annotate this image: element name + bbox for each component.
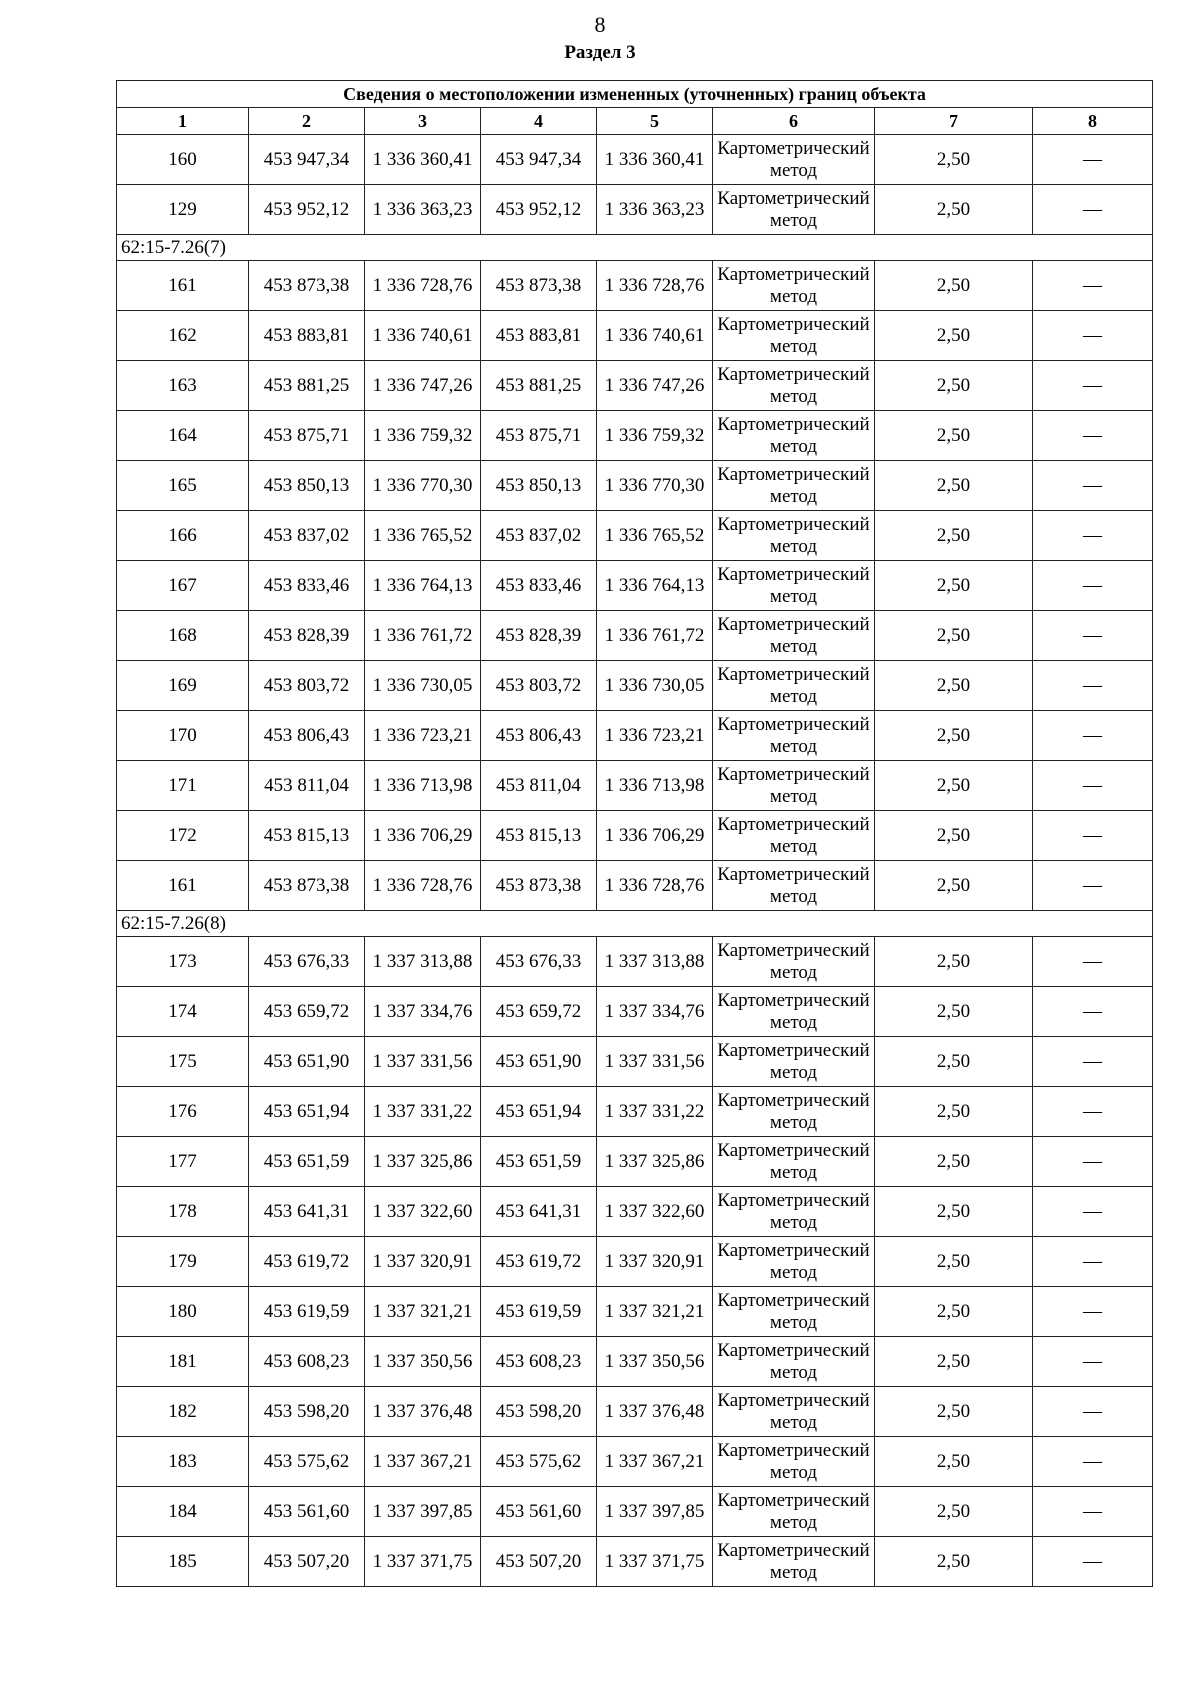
method-cell: Картометрический метод xyxy=(713,561,875,611)
cadastral-group-label: 62:15-7.26(7) xyxy=(117,235,1153,261)
table-row xyxy=(117,611,1153,661)
x-new-cell: 453 833,46 xyxy=(481,561,597,611)
empty-cell: — xyxy=(1033,511,1153,561)
method-cell: Картометрический метод xyxy=(713,661,875,711)
y-new-cell: 1 336 761,72 xyxy=(597,611,713,661)
x-old-cell: 453 828,39 xyxy=(249,611,365,661)
x-old-cell: 453 850,13 xyxy=(249,461,365,511)
y-new-cell: 1 337 313,88 xyxy=(597,937,713,987)
y-new-cell: 1 336 759,32 xyxy=(597,411,713,461)
y-new-cell: 1 337 350,56 xyxy=(597,1337,713,1387)
point-number: 175 xyxy=(117,1037,249,1087)
point-number: 174 xyxy=(117,987,249,1037)
x-new-cell: 453 641,31 xyxy=(481,1187,597,1237)
column-header: 2 xyxy=(249,108,365,135)
y-new-cell: 1 336 723,21 xyxy=(597,711,713,761)
method-cell: Картометрический метод xyxy=(713,1287,875,1337)
accuracy-cell: 2,50 xyxy=(875,1137,1033,1187)
y-old-cell: 1 336 761,72 xyxy=(365,611,481,661)
y-old-cell: 1 337 313,88 xyxy=(365,937,481,987)
x-new-cell: 453 828,39 xyxy=(481,611,597,661)
point-number: 176 xyxy=(117,1087,249,1137)
x-new-cell: 453 676,33 xyxy=(481,937,597,987)
y-new-cell: 1 336 770,30 xyxy=(597,461,713,511)
empty-cell: — xyxy=(1033,185,1153,235)
accuracy-cell: 2,50 xyxy=(875,311,1033,361)
point-number: 171 xyxy=(117,761,249,811)
x-old-cell: 453 651,59 xyxy=(249,1137,365,1187)
x-old-cell: 453 598,20 xyxy=(249,1387,365,1437)
point-number: 162 xyxy=(117,311,249,361)
point-number: 172 xyxy=(117,811,249,861)
x-old-cell: 453 881,25 xyxy=(249,361,365,411)
y-new-cell: 1 337 397,85 xyxy=(597,1487,713,1537)
table-row xyxy=(117,135,1153,185)
table-body xyxy=(117,135,1153,1587)
table-row xyxy=(117,1287,1153,1337)
empty-cell: — xyxy=(1033,861,1153,911)
x-old-cell: 453 651,90 xyxy=(249,1037,365,1087)
method-cell: Картометрический метод xyxy=(713,311,875,361)
point-number: 184 xyxy=(117,1487,249,1537)
empty-cell: — xyxy=(1033,461,1153,511)
y-old-cell: 1 337 331,22 xyxy=(365,1087,481,1137)
method-cell: Картометрический метод xyxy=(713,361,875,411)
y-new-cell: 1 337 331,22 xyxy=(597,1087,713,1137)
empty-cell: — xyxy=(1033,311,1153,361)
table-row xyxy=(117,1537,1153,1587)
x-old-cell: 453 815,13 xyxy=(249,811,365,861)
x-new-cell: 453 619,59 xyxy=(481,1287,597,1337)
method-cell: Картометрический метод xyxy=(713,1087,875,1137)
x-new-cell: 453 873,38 xyxy=(481,861,597,911)
x-old-cell: 453 883,81 xyxy=(249,311,365,361)
point-number: 185 xyxy=(117,1537,249,1587)
empty-cell: — xyxy=(1033,361,1153,411)
accuracy-cell: 2,50 xyxy=(875,861,1033,911)
method-cell: Картометрический метод xyxy=(713,511,875,561)
x-old-cell: 453 561,60 xyxy=(249,1487,365,1537)
point-number: 178 xyxy=(117,1187,249,1237)
point-number: 165 xyxy=(117,461,249,511)
x-old-cell: 453 651,94 xyxy=(249,1087,365,1137)
method-cell: Картометрический метод xyxy=(713,861,875,911)
x-old-cell: 453 619,72 xyxy=(249,1237,365,1287)
x-new-cell: 453 575,62 xyxy=(481,1437,597,1487)
empty-cell: — xyxy=(1033,1487,1153,1537)
point-number: 179 xyxy=(117,1237,249,1287)
empty-cell: — xyxy=(1033,1387,1153,1437)
y-new-cell: 1 337 321,21 xyxy=(597,1287,713,1337)
table-row xyxy=(117,361,1153,411)
method-cell: Картометрический метод xyxy=(713,411,875,461)
method-cell: Картометрический метод xyxy=(713,185,875,235)
y-new-cell: 1 337 367,21 xyxy=(597,1437,713,1487)
accuracy-cell: 2,50 xyxy=(875,661,1033,711)
table-caption: Сведения о местоположении измененных (уточненных) границ объекта xyxy=(117,81,1153,108)
y-new-cell: 1 336 360,41 xyxy=(597,135,713,185)
table-row xyxy=(117,311,1153,361)
empty-cell: — xyxy=(1033,1287,1153,1337)
y-old-cell: 1 337 320,91 xyxy=(365,1237,481,1287)
table-row xyxy=(117,561,1153,611)
accuracy-cell: 2,50 xyxy=(875,1437,1033,1487)
x-new-cell: 453 881,25 xyxy=(481,361,597,411)
y-old-cell: 1 336 759,32 xyxy=(365,411,481,461)
column-header: 8 xyxy=(1033,108,1153,135)
y-old-cell: 1 336 747,26 xyxy=(365,361,481,411)
table-row xyxy=(117,811,1153,861)
column-header: 4 xyxy=(481,108,597,135)
empty-cell: — xyxy=(1033,135,1153,185)
empty-cell: — xyxy=(1033,1337,1153,1387)
empty-cell: — xyxy=(1033,811,1153,861)
accuracy-cell: 2,50 xyxy=(875,1487,1033,1537)
y-new-cell: 1 337 320,91 xyxy=(597,1237,713,1287)
point-number: 177 xyxy=(117,1137,249,1187)
table-row xyxy=(117,1337,1153,1387)
table-row xyxy=(117,185,1153,235)
y-new-cell: 1 337 322,60 xyxy=(597,1187,713,1237)
x-new-cell: 453 507,20 xyxy=(481,1537,597,1587)
empty-cell: — xyxy=(1033,411,1153,461)
table-row xyxy=(117,711,1153,761)
empty-cell: — xyxy=(1033,761,1153,811)
x-new-cell: 453 811,04 xyxy=(481,761,597,811)
accuracy-cell: 2,50 xyxy=(875,987,1033,1037)
x-old-cell: 453 676,33 xyxy=(249,937,365,987)
table-row xyxy=(117,511,1153,561)
section-title: Раздел 3 xyxy=(564,42,636,63)
table-row xyxy=(117,987,1153,1037)
y-old-cell: 1 336 706,29 xyxy=(365,811,481,861)
x-new-cell: 453 806,43 xyxy=(481,711,597,761)
y-old-cell: 1 336 363,23 xyxy=(365,185,481,235)
x-old-cell: 453 507,20 xyxy=(249,1537,365,1587)
x-old-cell: 453 875,71 xyxy=(249,411,365,461)
y-new-cell: 1 337 334,76 xyxy=(597,987,713,1037)
point-number: 161 xyxy=(117,861,249,911)
y-old-cell: 1 337 331,56 xyxy=(365,1037,481,1087)
x-new-cell: 453 651,94 xyxy=(481,1087,597,1137)
y-old-cell: 1 336 728,76 xyxy=(365,261,481,311)
y-new-cell: 1 337 371,75 xyxy=(597,1537,713,1587)
accuracy-cell: 2,50 xyxy=(875,711,1033,761)
point-number: 163 xyxy=(117,361,249,411)
point-number: 164 xyxy=(117,411,249,461)
column-header: 6 xyxy=(713,108,875,135)
x-new-cell: 453 651,90 xyxy=(481,1037,597,1087)
x-new-cell: 453 651,59 xyxy=(481,1137,597,1187)
table-row xyxy=(117,937,1153,987)
y-old-cell: 1 337 334,76 xyxy=(365,987,481,1037)
method-cell: Картометрический метод xyxy=(713,1537,875,1587)
y-old-cell: 1 336 740,61 xyxy=(365,311,481,361)
accuracy-cell: 2,50 xyxy=(875,811,1033,861)
x-old-cell: 453 947,34 xyxy=(249,135,365,185)
accuracy-cell: 2,50 xyxy=(875,611,1033,661)
y-new-cell: 1 337 376,48 xyxy=(597,1387,713,1437)
method-cell: Картометрический метод xyxy=(713,611,875,661)
accuracy-cell: 2,50 xyxy=(875,1287,1033,1337)
table-row xyxy=(117,661,1153,711)
y-new-cell: 1 336 728,76 xyxy=(597,261,713,311)
y-new-cell: 1 336 764,13 xyxy=(597,561,713,611)
x-new-cell: 453 850,13 xyxy=(481,461,597,511)
x-new-cell: 453 598,20 xyxy=(481,1387,597,1437)
table-row xyxy=(117,461,1153,511)
empty-cell: — xyxy=(1033,937,1153,987)
table-row xyxy=(117,861,1153,911)
y-old-cell: 1 337 397,85 xyxy=(365,1487,481,1537)
y-new-cell: 1 337 331,56 xyxy=(597,1037,713,1087)
y-old-cell: 1 336 728,76 xyxy=(365,861,481,911)
x-new-cell: 453 883,81 xyxy=(481,311,597,361)
column-header: 1 xyxy=(117,108,249,135)
x-old-cell: 453 575,62 xyxy=(249,1437,365,1487)
y-old-cell: 1 337 376,48 xyxy=(365,1387,481,1437)
accuracy-cell: 2,50 xyxy=(875,1087,1033,1137)
cadastral-group-label: 62:15-7.26(8) xyxy=(117,911,1153,937)
group-row xyxy=(117,911,1153,937)
method-cell: Картометрический метод xyxy=(713,1337,875,1387)
x-new-cell: 453 815,13 xyxy=(481,811,597,861)
point-number: 180 xyxy=(117,1287,249,1337)
table-row xyxy=(117,1037,1153,1087)
method-cell: Картометрический метод xyxy=(713,711,875,761)
accuracy-cell: 2,50 xyxy=(875,561,1033,611)
accuracy-cell: 2,50 xyxy=(875,1337,1033,1387)
method-cell: Картометрический метод xyxy=(713,1237,875,1287)
method-cell: Картометрический метод xyxy=(713,937,875,987)
method-cell: Картометрический метод xyxy=(713,1487,875,1537)
x-new-cell: 453 619,72 xyxy=(481,1237,597,1287)
table-row xyxy=(117,1137,1153,1187)
empty-cell: — xyxy=(1033,1137,1153,1187)
x-old-cell: 453 811,04 xyxy=(249,761,365,811)
x-new-cell: 453 837,02 xyxy=(481,511,597,561)
y-new-cell: 1 336 713,98 xyxy=(597,761,713,811)
table-row xyxy=(117,261,1153,311)
table-row xyxy=(117,761,1153,811)
empty-cell: — xyxy=(1033,1237,1153,1287)
point-number: 169 xyxy=(117,661,249,711)
point-number: 167 xyxy=(117,561,249,611)
column-header: 3 xyxy=(365,108,481,135)
point-number: 160 xyxy=(117,135,249,185)
method-cell: Картометрический метод xyxy=(713,987,875,1037)
x-old-cell: 453 619,59 xyxy=(249,1287,365,1337)
x-new-cell: 453 875,71 xyxy=(481,411,597,461)
x-old-cell: 453 837,02 xyxy=(249,511,365,561)
x-old-cell: 453 641,31 xyxy=(249,1187,365,1237)
x-old-cell: 453 873,38 xyxy=(249,261,365,311)
y-old-cell: 1 337 325,86 xyxy=(365,1137,481,1187)
y-new-cell: 1 336 730,05 xyxy=(597,661,713,711)
empty-cell: — xyxy=(1033,661,1153,711)
point-number: 161 xyxy=(117,261,249,311)
y-old-cell: 1 336 730,05 xyxy=(365,661,481,711)
x-old-cell: 453 806,43 xyxy=(249,711,365,761)
table-row xyxy=(117,1087,1153,1137)
table-row xyxy=(117,1387,1153,1437)
column-header: 5 xyxy=(597,108,713,135)
empty-cell: — xyxy=(1033,611,1153,661)
method-cell: Картометрический метод xyxy=(713,261,875,311)
empty-cell: — xyxy=(1033,1037,1153,1087)
accuracy-cell: 2,50 xyxy=(875,1037,1033,1087)
point-number: 182 xyxy=(117,1387,249,1437)
boundary-coordinates-table xyxy=(116,80,1153,1587)
y-new-cell: 1 337 325,86 xyxy=(597,1137,713,1187)
accuracy-cell: 2,50 xyxy=(875,411,1033,461)
table-row xyxy=(117,1237,1153,1287)
empty-cell: — xyxy=(1033,1537,1153,1587)
accuracy-cell: 2,50 xyxy=(875,1187,1033,1237)
table-row xyxy=(117,1487,1153,1537)
y-new-cell: 1 336 747,26 xyxy=(597,361,713,411)
empty-cell: — xyxy=(1033,1087,1153,1137)
empty-cell: — xyxy=(1033,261,1153,311)
y-old-cell: 1 337 321,21 xyxy=(365,1287,481,1337)
point-number: 170 xyxy=(117,711,249,761)
x-new-cell: 453 873,38 xyxy=(481,261,597,311)
table-row xyxy=(117,411,1153,461)
x-old-cell: 453 608,23 xyxy=(249,1337,365,1387)
empty-cell: — xyxy=(1033,1187,1153,1237)
table-row xyxy=(117,1437,1153,1487)
x-new-cell: 453 561,60 xyxy=(481,1487,597,1537)
method-cell: Картометрический метод xyxy=(713,811,875,861)
method-cell: Картометрический метод xyxy=(713,1387,875,1437)
y-old-cell: 1 337 350,56 xyxy=(365,1337,481,1387)
page-number: 8 xyxy=(594,12,606,37)
group-row xyxy=(117,235,1153,261)
y-old-cell: 1 336 764,13 xyxy=(365,561,481,611)
accuracy-cell: 2,50 xyxy=(875,1387,1033,1437)
y-new-cell: 1 336 728,76 xyxy=(597,861,713,911)
point-number: 173 xyxy=(117,937,249,987)
y-old-cell: 1 337 322,60 xyxy=(365,1187,481,1237)
x-new-cell: 453 608,23 xyxy=(481,1337,597,1387)
accuracy-cell: 2,50 xyxy=(875,185,1033,235)
accuracy-cell: 2,50 xyxy=(875,261,1033,311)
x-new-cell: 453 659,72 xyxy=(481,987,597,1037)
y-new-cell: 1 336 363,23 xyxy=(597,185,713,235)
y-new-cell: 1 336 765,52 xyxy=(597,511,713,561)
x-new-cell: 453 803,72 xyxy=(481,661,597,711)
point-number: 181 xyxy=(117,1337,249,1387)
x-old-cell: 453 803,72 xyxy=(249,661,365,711)
x-old-cell: 453 873,38 xyxy=(249,861,365,911)
x-old-cell: 453 952,12 xyxy=(249,185,365,235)
accuracy-cell: 2,50 xyxy=(875,135,1033,185)
y-old-cell: 1 336 713,98 xyxy=(365,761,481,811)
y-old-cell: 1 336 770,30 xyxy=(365,461,481,511)
method-cell: Картометрический метод xyxy=(713,1037,875,1087)
method-cell: Картометрический метод xyxy=(713,461,875,511)
empty-cell: — xyxy=(1033,987,1153,1037)
x-old-cell: 453 833,46 xyxy=(249,561,365,611)
column-header-row xyxy=(117,108,1153,135)
method-cell: Картометрический метод xyxy=(713,1187,875,1237)
y-old-cell: 1 337 371,75 xyxy=(365,1537,481,1587)
accuracy-cell: 2,50 xyxy=(875,1237,1033,1287)
empty-cell: — xyxy=(1033,561,1153,611)
accuracy-cell: 2,50 xyxy=(875,511,1033,561)
method-cell: Картометрический метод xyxy=(713,135,875,185)
y-old-cell: 1 336 360,41 xyxy=(365,135,481,185)
method-cell: Картометрический метод xyxy=(713,1137,875,1187)
y-old-cell: 1 337 367,21 xyxy=(365,1437,481,1487)
y-new-cell: 1 336 740,61 xyxy=(597,311,713,361)
y-old-cell: 1 336 723,21 xyxy=(365,711,481,761)
point-number: 166 xyxy=(117,511,249,561)
point-number: 168 xyxy=(117,611,249,661)
x-old-cell: 453 659,72 xyxy=(249,987,365,1037)
column-header: 7 xyxy=(875,108,1033,135)
empty-cell: — xyxy=(1033,711,1153,761)
accuracy-cell: 2,50 xyxy=(875,1537,1033,1587)
y-new-cell: 1 336 706,29 xyxy=(597,811,713,861)
empty-cell: — xyxy=(1033,1437,1153,1487)
x-new-cell: 453 952,12 xyxy=(481,185,597,235)
method-cell: Картометрический метод xyxy=(713,761,875,811)
table-row xyxy=(117,1187,1153,1237)
x-new-cell: 453 947,34 xyxy=(481,135,597,185)
method-cell: Картометрический метод xyxy=(713,1437,875,1487)
point-number: 129 xyxy=(117,185,249,235)
accuracy-cell: 2,50 xyxy=(875,361,1033,411)
accuracy-cell: 2,50 xyxy=(875,461,1033,511)
accuracy-cell: 2,50 xyxy=(875,761,1033,811)
accuracy-cell: 2,50 xyxy=(875,937,1033,987)
point-number: 183 xyxy=(117,1437,249,1487)
y-old-cell: 1 336 765,52 xyxy=(365,511,481,561)
